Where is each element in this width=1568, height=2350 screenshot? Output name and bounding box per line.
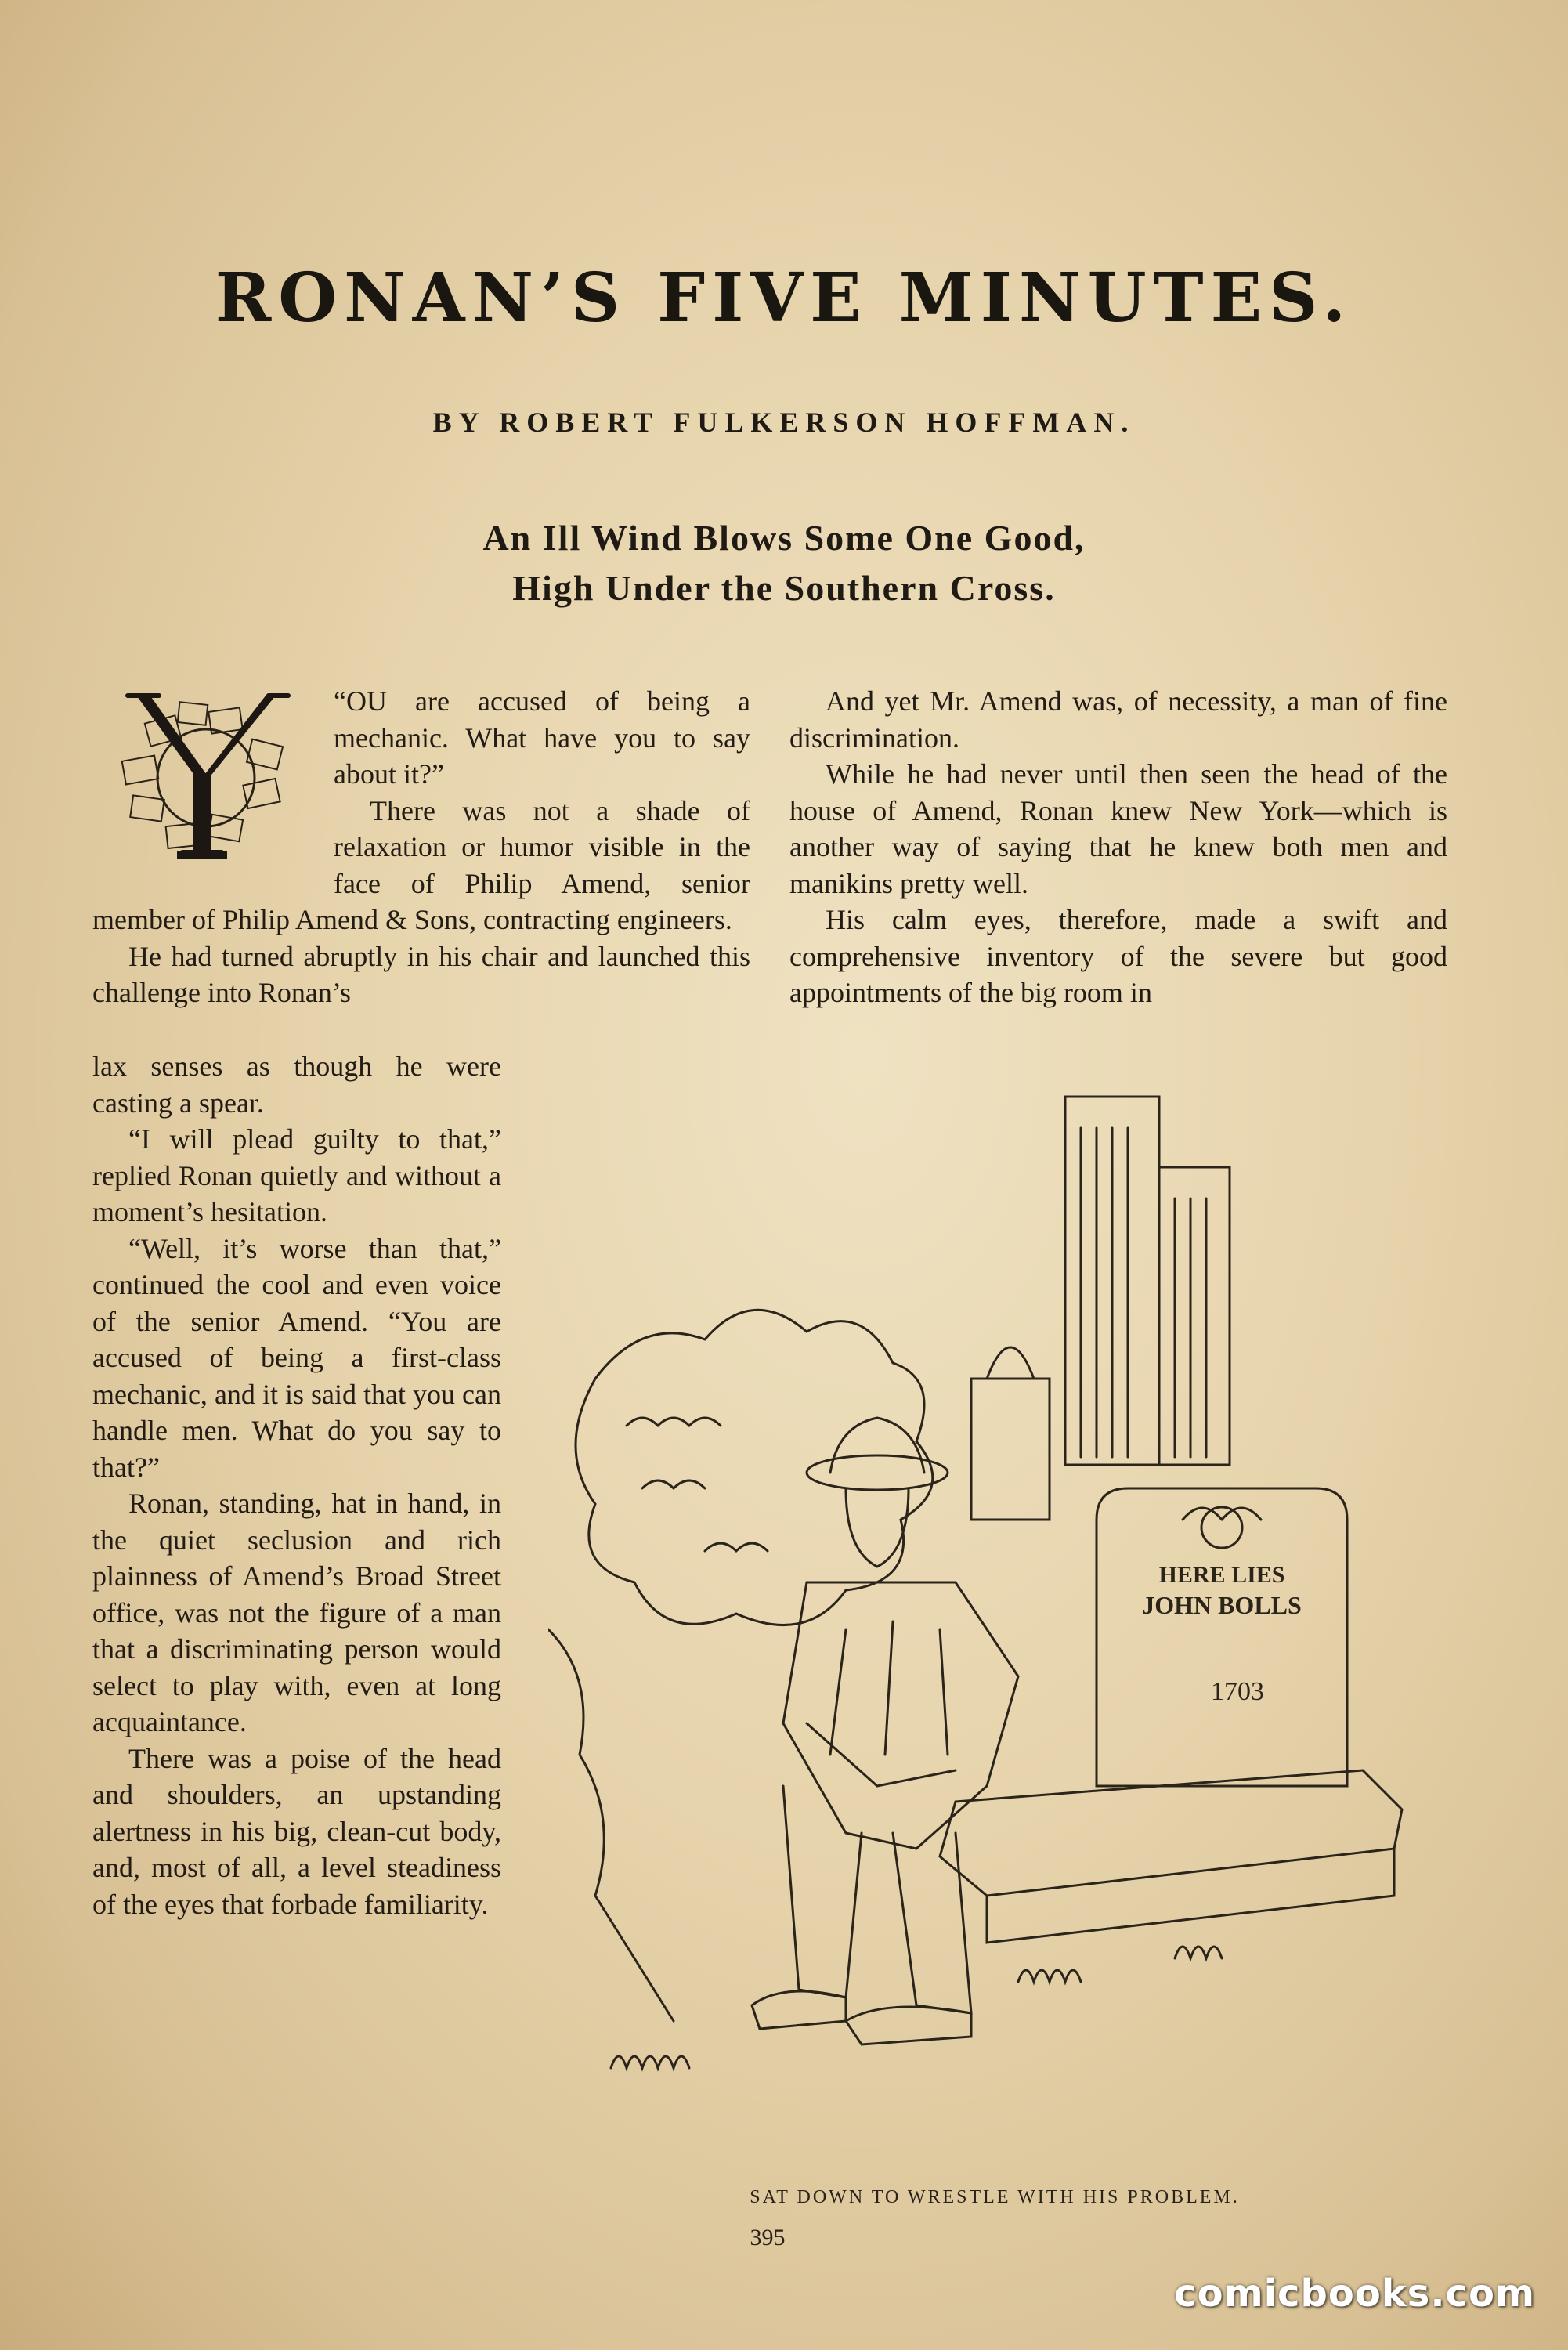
right-para-1: And yet Mr. Amend was, of necessity, a man of fine discrimination. <box>789 685 1447 754</box>
para-6: Ronan, standing, hat in hand, in the quiet seclusion and rich plainness of Amend’s Broad Street office, was not the figure of a man that a discriminating person would select to play with, even at long acquaintance. <box>92 1488 501 1737</box>
dropcap-y-icon <box>92 688 320 868</box>
para-7: There was a poise of the head and shoulders, an upstanding alertness in his big, clean-cut body, and, most of all, a level steadiness of the eyes that forbade familiarity. <box>92 1742 501 1920</box>
opening-quote: “ <box>334 685 346 717</box>
article-byline: BY ROBERT FULKERSON HOFFMAN. <box>432 407 1136 438</box>
subtitle-line-2: High Under the Southern Cross. <box>512 568 1056 608</box>
para-1-text: OU are accused of being a mechanic. What have you to say about it?” <box>334 685 750 790</box>
right-column <box>789 683 1447 1011</box>
left-column-top <box>92 683 750 1011</box>
headstone-text-line-2: JOHN BOLLS <box>1142 1591 1302 1619</box>
right-para-2: While he had never until then seen the head of the house of Amend, Ronan knew New York—which is another way of saying that he knew both men and manikins pretty well. <box>789 758 1447 899</box>
illustration-caption: SAT DOWN TO WRESTLE WITH HIS PROBLEM. <box>750 2187 1240 2207</box>
para-2: There was not a shade of relaxation or humor visible in the face of Philip Amend, senior member of Philip Amend & Sons, contracting engineers. <box>92 794 750 935</box>
opening-paragraph <box>92 683 750 793</box>
article-title: RONAN’S FIVE MINUTES. <box>215 258 1353 338</box>
para-4: “I will plead guilty to that,” replied Ronan quietly and without a moment’s hesitation. <box>92 1123 501 1227</box>
para-3-start: He had turned abruptly in his chair and launched this challenge into Ronan’s <box>92 940 750 1008</box>
graveyard-sketch <box>548 1081 1441 2193</box>
para-3-end: lax senses as though he were casting a spear. <box>92 1050 501 1119</box>
page-number: 395 <box>750 2225 786 2251</box>
watermark-logo: comicbooks.com <box>1174 2272 1535 2316</box>
article-subtitle <box>0 513 1568 613</box>
left-column-narrow <box>92 1048 501 1922</box>
subtitle-line-1: An Ill Wind Blows Some One Good, <box>482 518 1086 558</box>
headstone-text-line-1: HERE LIES <box>1158 1562 1285 1588</box>
illustration-man-on-tomb <box>548 1081 1441 2193</box>
dropcap-y-ornament <box>92 688 320 868</box>
para-5: “Well, it’s worse than that,” continued the cool and even voice of the senior Amend. “You are accused of being a first-class mechanic, and it is said that you can handle men. What do you say to that?” <box>92 1232 501 1483</box>
headstone-year: 1703 <box>1211 1677 1264 1706</box>
right-para-3: His calm eyes, therefore, made a swift and comprehensive inventory of the severe but good appointments of the big room in <box>789 904 1447 1008</box>
